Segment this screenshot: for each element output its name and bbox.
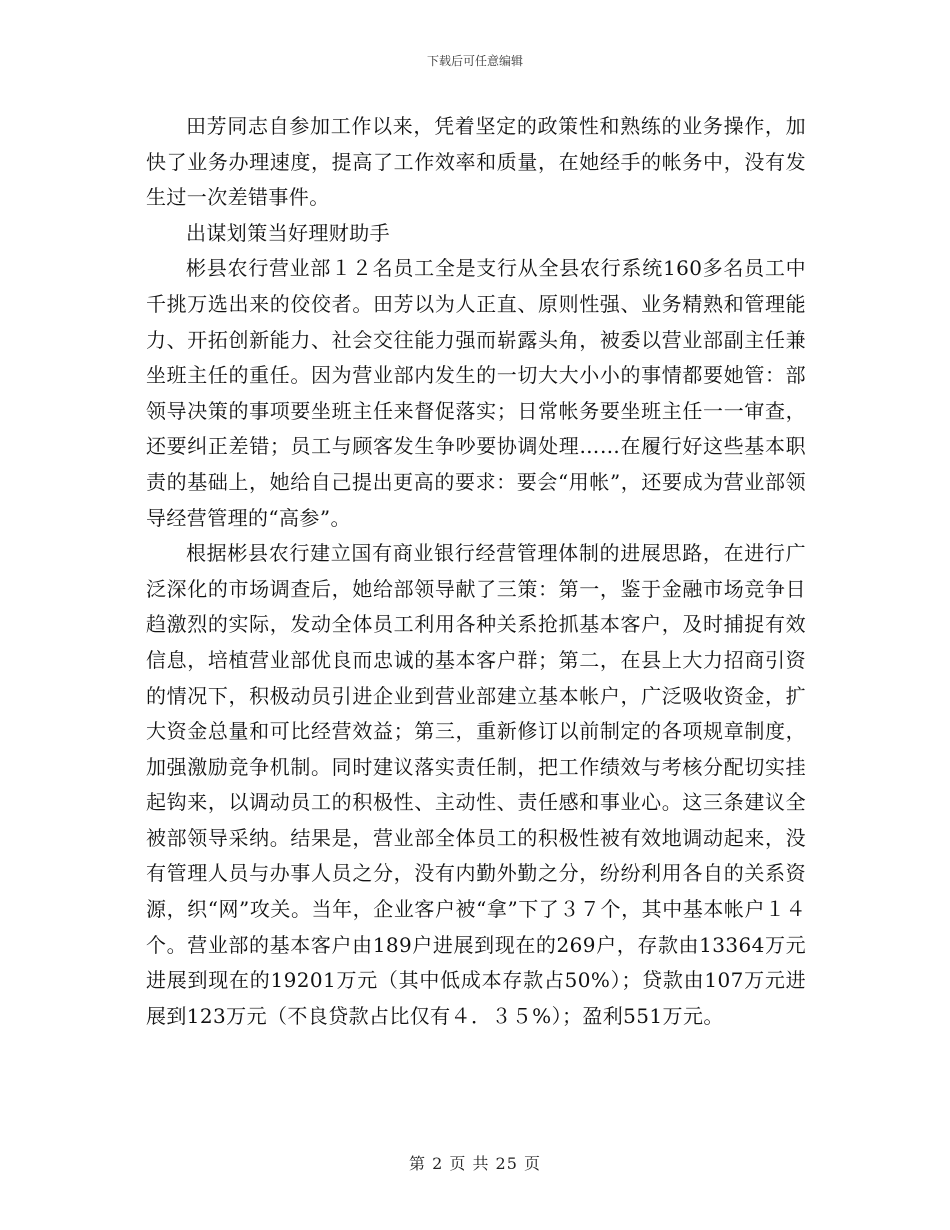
paragraph-intro: 田芳同志自参加工作以来，凭着坚定的政策性和熟练的业务操作，加快了业务办理速度，提高了工作效率和质量，在她经手的帐务中，没有发生过一次差错事件。: [146, 114, 806, 210]
page-footer: 第 2 页 共 25 页: [409, 1154, 541, 1173]
document-body: [146, 109, 806, 1034]
paragraph-role: 彬县农行营业部１２名员工全是支行从全县农行系统160多名员工中千挑万选出来的佼佼者。田芳以为人正直、原则性强、业务精熟和管理能力、开拓创新能力、社会交往能力强而崭露头角，被委以营业部副主任兼坐班主任的重任。因为营业部内发生的一切大大小小的事情都要她管：部领导决策的事项要坐班主任来督促落实；日常帐务要坐班主任一一审查，还要纠正差错；员工与顾客发生争吵要协调处理……在履行好这些基本职责的基础上，她给自己提出更高的要求：要会“用帐”，还要成为营业部领导经营管理的“高参”。: [146, 256, 806, 530]
paragraph-strategy: 根据彬县农行建立国有商业银行经营管理体制的进展思路，在进行广泛深化的市场调查后，她给部领导献了三策：第一，鉴于金融市场竞争日趋激烈的实际，发动全体员工利用各种关系抢抓基本客户，及时捕捉有效信息，培植营业部优良而忠诚的基本客户群；第二，在县上大力招商引资的情况下，积极动员引进企业到营业部建立基本帐户，广泛吸收资金，扩大资金总量和可比经营效益；第三，重新修订以前制定的各项规章制度，加强激励竞争机制。同时建议落实责任制，把工作绩效与考核分配切实挂起钩来，以调动员工的积极性、主动性、责任感和事业心。这三条建议全被部领导采纳。结果是，营业部全体员工的积极性被有效地调动起来，没有管理人员与办事人员之分，没有内勤外勤之分，纷纷利用各自的关系资源，织“网”攻关。当年，企业客户被“拿”下了３７个，其中基本帐户１４个。营业部的基本客户由189户进展到现在的269户，存款由13364万元进展到现在的19201万元（其中低成本存款占50%）；贷款由107万元进展到123万元（不良贷款占比仅有４．３５%）；盈利551万元。: [146, 541, 806, 1028]
page-header: 下载后可任意编辑: [426, 54, 523, 68]
section-heading: 出谋划策当好理财助手: [186, 220, 390, 245]
